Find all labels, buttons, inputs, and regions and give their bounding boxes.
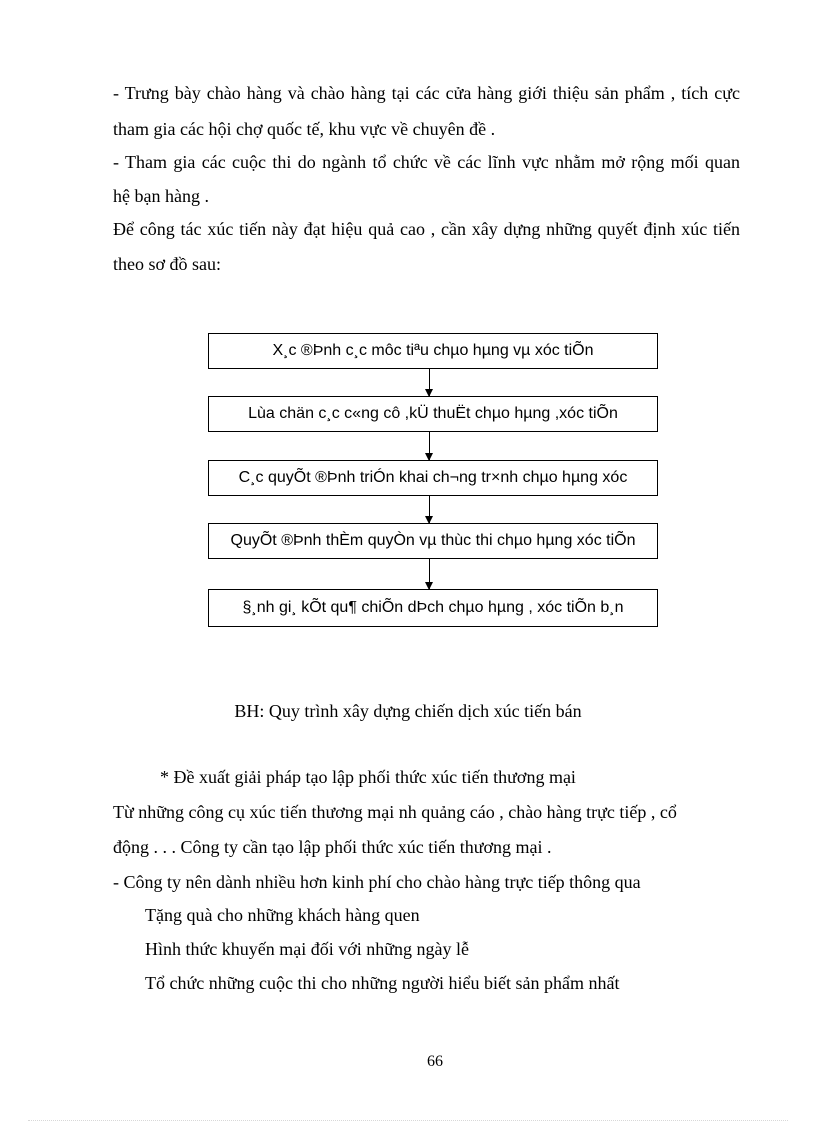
section-line-1: Từ những công cụ xúc tiến thương mại nh quảng cáo , chào hàng trực tiếp , cổ [113, 802, 677, 822]
flowchart-step-2: Lùa chän c¸c c«ng cô ,kÜ thuËt chµo hµng ,xóc tiÕn [208, 396, 658, 432]
section-line-3: - Công ty nên dành nhiều hơn kinh phí cho chào hàng trực tiếp thông qua [113, 872, 641, 892]
paragraph-3-line-2: theo sơ đồ sau: [113, 254, 222, 274]
flowchart-arrow-4 [429, 559, 430, 589]
list-item-2: Hình thức khuyến mại đối với những ngày lễ [145, 939, 469, 959]
footer-rule [28, 1120, 788, 1121]
page-number: 66 [427, 1053, 443, 1070]
flowchart-step-3: C¸c quyÕt ®Þnh triÓn khai ch¬ng tr×nh chµo hµng xóc [208, 460, 658, 496]
section-line-2: động . . . Công ty cần tạo lập phối thức xúc tiến thương mại . [113, 837, 552, 857]
flowchart-step-5: §¸nh gi¸ kÕt qu¶ chiÕn dÞch chµo hµng , xóc tiÕn b¸n [208, 589, 658, 627]
flowchart-step-1: X¸c ®Þnh c¸c môc tiªu chµo hµng vµ xóc tiÕn [208, 333, 658, 369]
flowchart-step-4: QuyÕt ®Þnh thÈm quyÒn vµ thùc thi chµo hµng xóc tiÕn [208, 523, 658, 559]
flowchart-caption: BH: Quy trình xây dựng chiến dịch xúc tiến bán [234, 701, 582, 721]
flowchart-arrow-2 [429, 432, 430, 460]
list-item-1: Tặng quà cho những khách hàng quen [145, 905, 420, 925]
section-heading: * Đề xuất giải pháp tạo lập phối thức xúc tiến thương mại [160, 767, 576, 787]
paragraph-2-line-1: - Tham gia các cuộc thi do ngành tổ chức về các lĩnh vực nhằm mở rộng mối quan [113, 152, 740, 172]
flowchart-arrow-3 [429, 496, 430, 523]
list-item-3: Tổ chức những cuộc thi cho những người hiểu biết sản phẩm nhất [145, 973, 620, 993]
paragraph-1-line-2: tham gia các hội chợ quốc tế, khu vực về chuyên đề . [113, 119, 496, 139]
paragraph-1-line-1: - Trưng bày chào hàng và chào hàng tại các cửa hàng giới thiệu sản phẩm , tích cực [113, 83, 740, 103]
flowchart-arrow-1 [429, 369, 430, 396]
paragraph-2-line-2: hệ bạn hàng . [113, 186, 209, 206]
paragraph-3-line-1: Để công tác xúc tiến này đạt hiệu quả cao , cần xây dựng những quyết định xúc tiến [113, 219, 740, 239]
